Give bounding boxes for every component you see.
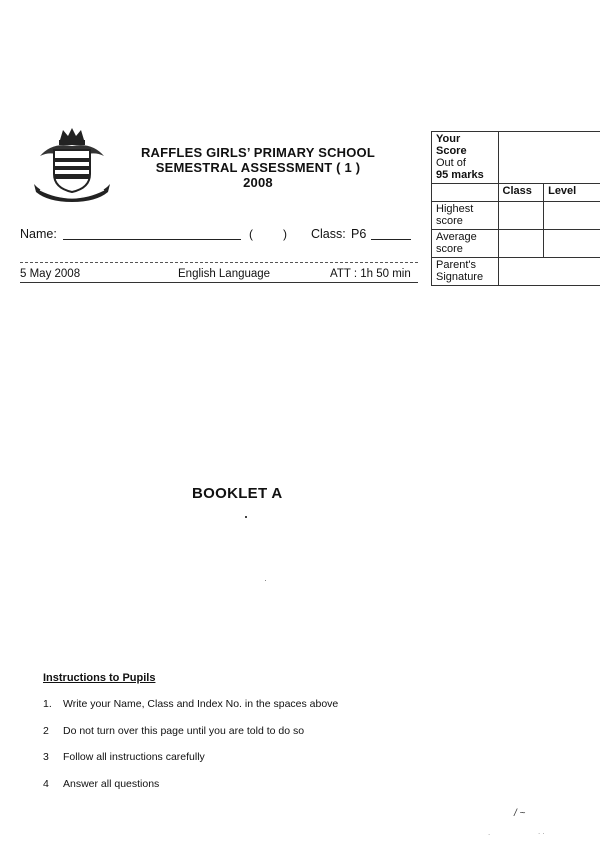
instruction-number: 1. <box>43 698 52 710</box>
exam-date: 5 May 2008 <box>20 268 81 280</box>
signature-label-2: Signature <box>436 271 484 283</box>
your-score-value-cell[interactable] <box>498 132 600 184</box>
school-crest-logo <box>30 126 114 202</box>
index-paren-open: ( <box>249 227 253 241</box>
instructions-list <box>43 698 338 804</box>
school-name: RAFFLES GIRLS’ PRIMARY SCHOOL <box>140 145 376 160</box>
instruction-text: Answer all questions <box>63 777 160 790</box>
instructions-title: Instructions to Pupils <box>43 672 156 684</box>
separator-line <box>20 262 418 263</box>
parent-signature-field[interactable] <box>498 258 600 286</box>
exam-duration: ATT : 1h 50 min <box>330 268 411 280</box>
blank-header-cell <box>432 184 499 202</box>
instruction-text: Do not turn over this page until you are told to do so <box>63 724 305 737</box>
info-underline <box>20 282 418 283</box>
highest-label-2: score <box>436 215 463 227</box>
instruction-item <box>43 698 338 725</box>
total-marks-label: 95 marks <box>436 169 484 181</box>
average-score-label <box>432 230 499 258</box>
class-field[interactable] <box>371 239 411 240</box>
signature-label-1: Parent's <box>436 259 477 271</box>
assessment-year: 2008 <box>243 175 273 190</box>
highest-label-1: Highest <box>436 203 474 215</box>
name-field[interactable] <box>63 239 241 240</box>
instruction-number: 2 <box>43 724 49 737</box>
out-of-label: Out of <box>436 157 466 169</box>
name-label: Name: <box>20 227 57 241</box>
instruction-number: 3 <box>43 751 49 763</box>
index-paren-close: ) <box>283 227 287 241</box>
instruction-text: Follow all instructions carefully <box>63 751 205 763</box>
scan-speck <box>265 580 266 581</box>
instruction-item <box>43 751 338 778</box>
handwritten-mark: / ~ <box>514 808 526 819</box>
instruction-text: Write your Name, Class and Index No. in the spaces above <box>63 698 339 710</box>
header-titles <box>120 145 396 190</box>
average-level-cell[interactable] <box>544 230 600 258</box>
highest-level-cell[interactable] <box>544 202 600 230</box>
average-class-cell[interactable] <box>498 230 544 258</box>
parent-signature-label <box>432 258 499 286</box>
scan-mark: . <box>488 828 491 837</box>
average-label-1: Average <box>436 231 477 243</box>
score-table <box>431 131 600 293</box>
assessment-title: SEMESTRAL ASSESSMENT ( 1 ) <box>155 160 361 175</box>
your-score-label-2: Score <box>436 145 467 157</box>
your-score-cell <box>432 132 499 184</box>
class-label: Class: <box>311 227 346 241</box>
booklet-title: BOOKLET A <box>192 485 283 502</box>
instruction-item <box>43 778 338 805</box>
scan-mark: . . <box>538 827 545 836</box>
highest-score-label <box>432 202 499 230</box>
scan-speck <box>245 516 247 518</box>
average-label-2: score <box>436 243 463 255</box>
your-score-label-1: Your <box>436 133 461 145</box>
highest-class-cell[interactable] <box>498 202 544 230</box>
instruction-item <box>43 725 338 752</box>
exam-subject: English Language <box>178 268 271 280</box>
level-column-header: Level <box>544 184 600 202</box>
class-column-header: Class <box>498 184 544 202</box>
instruction-number: 4 <box>43 777 49 790</box>
class-value: P6 <box>351 227 367 241</box>
